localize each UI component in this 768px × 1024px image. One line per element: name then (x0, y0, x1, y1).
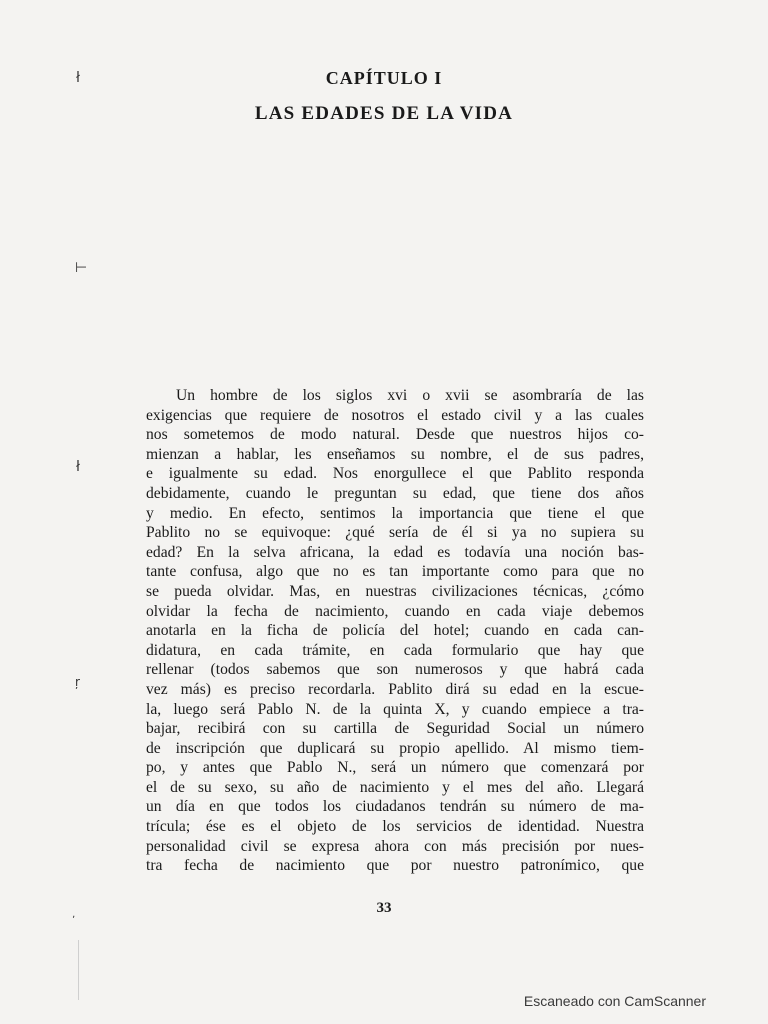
margin-mark: ⊢ (75, 260, 88, 276)
text-line: mienzan a hablar, les enseñamos su nombre, el de sus padres, (146, 445, 644, 463)
text-line: vez más) es preciso recordarla. Pablito dirá su edad en la escue- (146, 680, 644, 698)
text-line: anotarla en la ficha de policía del hotel; cuando en cada can- (146, 622, 644, 640)
text-line: Un hombre de los siglos xvi o xvii se asombraría de las (176, 387, 644, 404)
margin-mark: ł (76, 459, 80, 475)
text-line: tante confusa, algo que no es tan importante como para que no (146, 563, 644, 581)
text-line: un día en que todos los ciudadanos tendrán su número de ma- (146, 798, 644, 816)
text-line: se pueda olvidar. Mas, en nuestras civilizaciones técnicas, ¿cómo (146, 582, 644, 600)
text-line: tra fecha de nacimiento que por nuestro patronímico, que (146, 857, 644, 875)
text-line: bajar, recibirá con su cartilla de Seguridad Social un número (146, 720, 644, 738)
text-line: didatura, en cada trámite, en cada formulario que hay que (146, 641, 644, 659)
text-line: exigencias que requiere de nosotros el estado civil y a las cuales (146, 406, 644, 424)
text-line: edad? En la selva africana, la edad es todavía una noción bas- (146, 543, 644, 561)
chapter-title: LAS EDADES DE LA VIDA (254, 103, 514, 124)
text-line: rellenar (todos sabemos que son numerosos y que habrá cada (146, 661, 644, 679)
text-line: Pablito no se equivoque: ¿qué sería de él si ya no supiera su (146, 524, 644, 542)
text-line: la, luego será Pablo N. de la quinta X, y cuando empiece a tra- (146, 700, 644, 718)
chapter-number: CAPÍTULO I (325, 68, 443, 88)
text-line: po, y antes que Pablo N., será un número que comenzará por (146, 759, 644, 777)
margin-mark: ŗ (75, 675, 80, 689)
margin-scan-line (78, 940, 79, 1000)
scanner-watermark: Escaneado con CamScanner (523, 993, 706, 1009)
body-paragraph (146, 386, 644, 876)
text-line: olvidar la fecha de nacimiento, cuando en cada viaje debemos (146, 602, 644, 620)
text-line: y medio. En efecto, sentimos la importancia que tiene el que (146, 504, 644, 522)
margin-mark: ʼ (72, 915, 76, 926)
text-line: de inscripción que duplicará su propio apellido. Al mismo tiem- (146, 739, 644, 757)
text-line: trícula; ése es el objeto de los servicios de identidad. Nuestra (146, 818, 644, 836)
page-number: 33 (376, 900, 392, 916)
margin-mark: ł (76, 70, 80, 86)
text-line: e igualmente su edad. Nos enorgullece el que Pablito responda (146, 465, 644, 483)
text-line: debidamente, cuando le preguntan su edad, que tiene dos años (146, 484, 644, 502)
text-line: el de su sexo, su año de nacimiento y el mes del año. Llegará (146, 778, 644, 796)
text-line: personalidad civil se expresa ahora con más precisión por nues- (146, 837, 644, 855)
text-line: nos sometemos de modo natural. Desde que nuestros hijos co- (146, 426, 644, 444)
